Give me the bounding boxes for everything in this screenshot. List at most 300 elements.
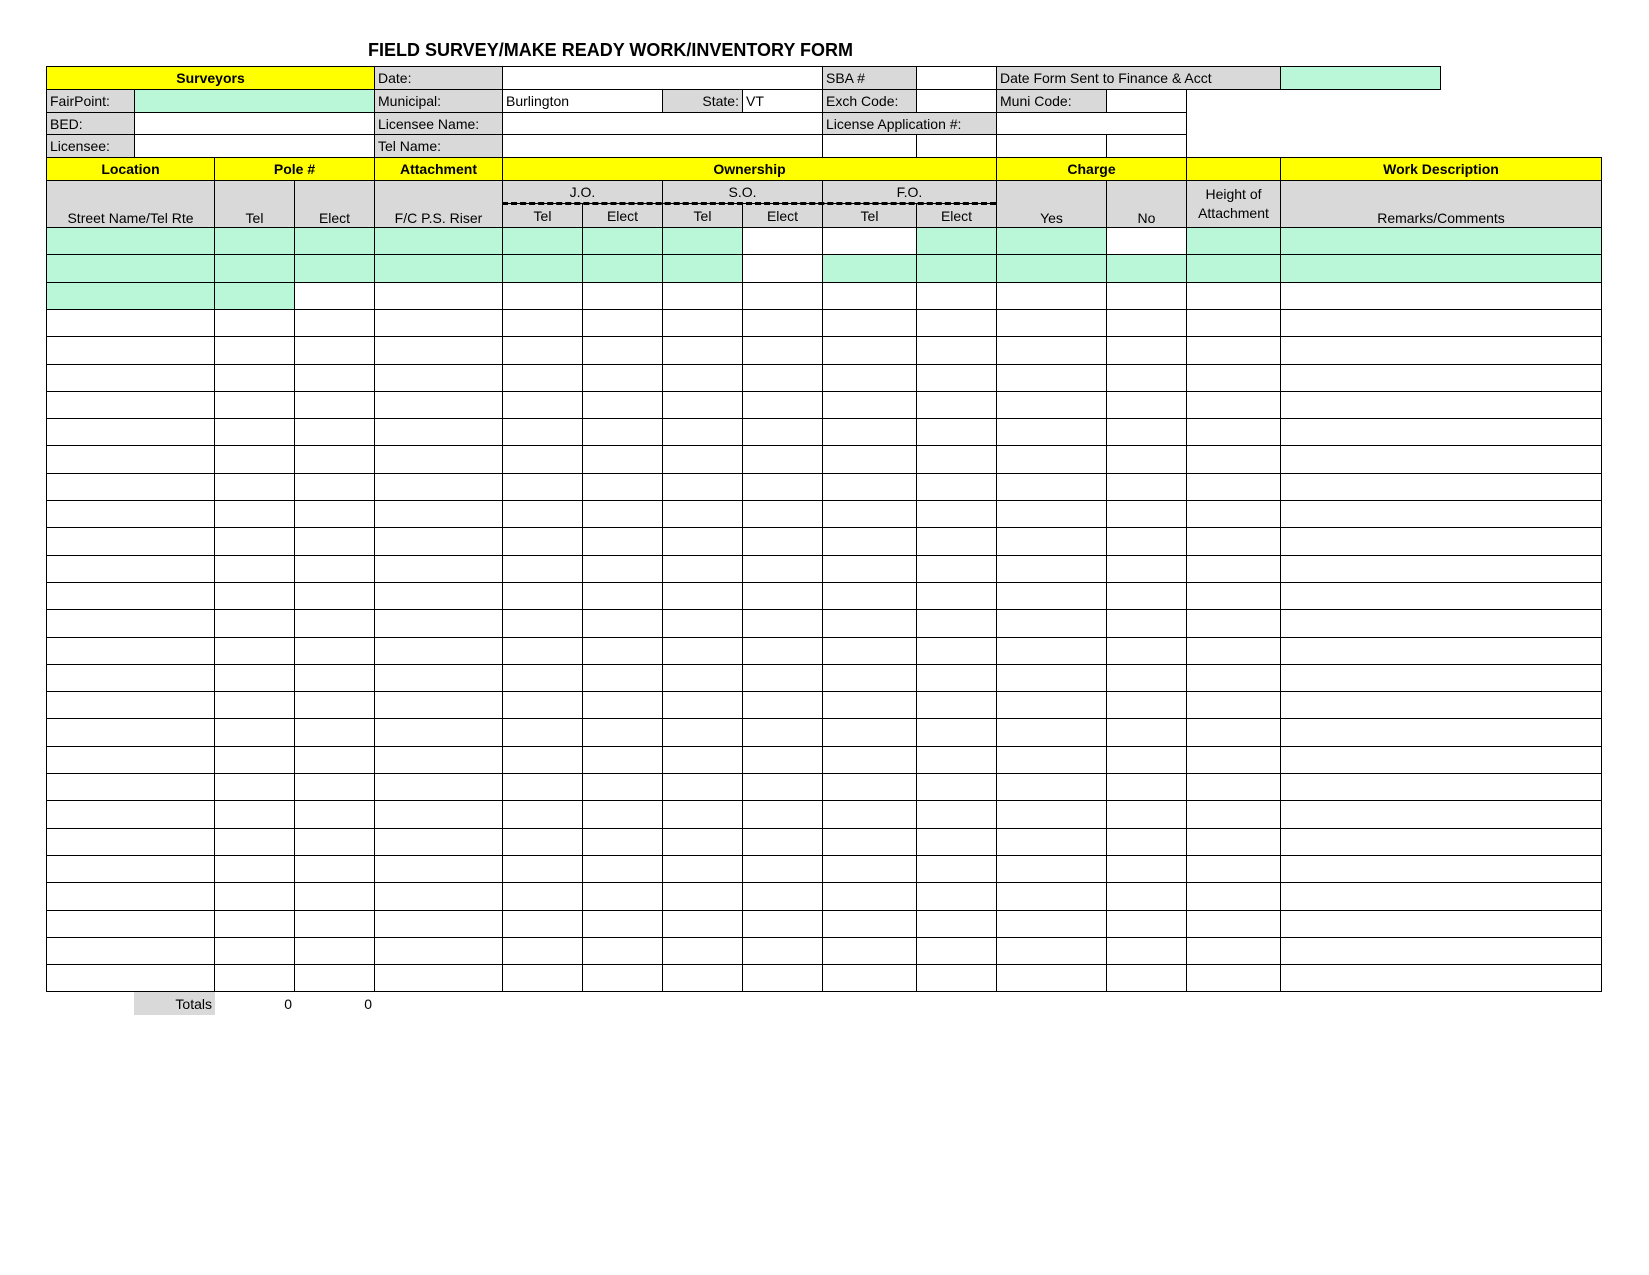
- table-cell-riser[interactable]: [374, 609, 503, 638]
- table-cell-fo-tel[interactable]: [822, 282, 917, 310]
- table-cell-remarks[interactable]: [1280, 391, 1602, 419]
- table-cell-charge-yes[interactable]: [996, 473, 1107, 501]
- table-cell-riser[interactable]: [374, 910, 503, 938]
- bed-field[interactable]: [134, 112, 375, 135]
- table-cell-fo-tel[interactable]: [822, 637, 917, 665]
- table-cell-pole-elect[interactable]: [294, 445, 375, 474]
- table-cell-pole-tel[interactable]: [214, 746, 295, 774]
- table-cell-remarks[interactable]: [1280, 855, 1602, 883]
- table-cell-height[interactable]: [1186, 500, 1281, 528]
- table-cell-remarks[interactable]: [1280, 637, 1602, 665]
- table-cell-riser[interactable]: [374, 227, 503, 255]
- table-cell-so-elect[interactable]: [742, 800, 823, 829]
- table-cell-street[interactable]: [46, 746, 215, 774]
- table-cell-charge-yes[interactable]: [996, 418, 1107, 446]
- table-cell-riser[interactable]: [374, 473, 503, 501]
- table-cell-pole-elect[interactable]: [294, 473, 375, 501]
- table-cell-so-tel[interactable]: [662, 637, 743, 665]
- table-cell-jo-elect[interactable]: [582, 691, 663, 719]
- table-cell-charge-yes[interactable]: [996, 555, 1107, 583]
- table-cell-pole-tel[interactable]: [214, 937, 295, 965]
- table-cell-height[interactable]: [1186, 473, 1281, 501]
- table-cell-remarks[interactable]: [1280, 746, 1602, 774]
- table-cell-fo-tel[interactable]: [822, 391, 917, 419]
- table-cell-charge-yes[interactable]: [996, 391, 1107, 419]
- table-cell-charge-yes[interactable]: [996, 718, 1107, 747]
- table-cell-pole-tel[interactable]: [214, 445, 295, 474]
- table-cell-charge-yes[interactable]: [996, 364, 1107, 392]
- table-cell-so-elect[interactable]: [742, 309, 823, 337]
- table-cell-jo-elect[interactable]: [582, 527, 663, 556]
- table-cell-fo-elect[interactable]: [916, 582, 997, 610]
- table-cell-pole-tel[interactable]: [214, 309, 295, 337]
- table-cell-remarks[interactable]: [1280, 555, 1602, 583]
- table-cell-height[interactable]: [1186, 828, 1281, 856]
- table-cell-fo-tel[interactable]: [822, 718, 917, 747]
- table-cell-charge-no[interactable]: [1106, 882, 1187, 911]
- table-cell-fo-tel[interactable]: [822, 500, 917, 528]
- licensee-field[interactable]: [134, 134, 375, 158]
- table-cell-charge-no[interactable]: [1106, 445, 1187, 474]
- table-cell-jo-elect[interactable]: [582, 609, 663, 638]
- table-cell-charge-no[interactable]: [1106, 910, 1187, 938]
- table-cell-jo-elect[interactable]: [582, 555, 663, 583]
- table-cell-pole-tel[interactable]: [214, 910, 295, 938]
- table-cell-riser[interactable]: [374, 254, 503, 283]
- table-cell-so-elect[interactable]: [742, 718, 823, 747]
- table-cell-so-tel[interactable]: [662, 691, 743, 719]
- table-cell-street[interactable]: [46, 391, 215, 419]
- table-cell-pole-tel[interactable]: [214, 882, 295, 911]
- table-cell-charge-no[interactable]: [1106, 500, 1187, 528]
- table-cell-jo-elect[interactable]: [582, 500, 663, 528]
- table-cell-street[interactable]: [46, 910, 215, 938]
- table-cell-charge-no[interactable]: [1106, 964, 1187, 992]
- table-cell-jo-tel[interactable]: [502, 227, 583, 255]
- table-cell-height[interactable]: [1186, 882, 1281, 911]
- table-cell-fo-elect[interactable]: [916, 637, 997, 665]
- table-cell-remarks[interactable]: [1280, 937, 1602, 965]
- table-cell-charge-yes[interactable]: [996, 500, 1107, 528]
- table-cell-riser[interactable]: [374, 418, 503, 446]
- table-cell-pole-tel[interactable]: [214, 691, 295, 719]
- table-cell-riser[interactable]: [374, 582, 503, 610]
- table-cell-jo-tel[interactable]: [502, 746, 583, 774]
- table-cell-pole-elect[interactable]: [294, 800, 375, 829]
- table-cell-so-tel[interactable]: [662, 555, 743, 583]
- table-cell-charge-yes[interactable]: [996, 691, 1107, 719]
- table-cell-charge-no[interactable]: [1106, 527, 1187, 556]
- table-cell-fo-tel[interactable]: [822, 527, 917, 556]
- blank-field-1[interactable]: [822, 134, 917, 158]
- table-cell-pole-tel[interactable]: [214, 637, 295, 665]
- sba-field[interactable]: [916, 66, 997, 90]
- table-cell-so-tel[interactable]: [662, 855, 743, 883]
- table-cell-so-tel[interactable]: [662, 418, 743, 446]
- tel-name-field[interactable]: [502, 134, 823, 158]
- table-cell-fo-tel[interactable]: [822, 855, 917, 883]
- table-cell-charge-yes[interactable]: [996, 964, 1107, 992]
- table-cell-height[interactable]: [1186, 582, 1281, 610]
- table-cell-fo-elect[interactable]: [916, 609, 997, 638]
- table-cell-pole-tel[interactable]: [214, 254, 295, 283]
- table-cell-height[interactable]: [1186, 391, 1281, 419]
- table-cell-fo-elect[interactable]: [916, 282, 997, 310]
- table-cell-charge-no[interactable]: [1106, 282, 1187, 310]
- table-cell-fo-tel[interactable]: [822, 473, 917, 501]
- table-cell-street[interactable]: [46, 309, 215, 337]
- table-cell-so-tel[interactable]: [662, 282, 743, 310]
- table-cell-riser[interactable]: [374, 664, 503, 692]
- table-cell-fo-tel[interactable]: [822, 336, 917, 365]
- table-cell-pole-tel[interactable]: [214, 473, 295, 501]
- table-cell-so-elect[interactable]: [742, 473, 823, 501]
- table-cell-pole-elect[interactable]: [294, 500, 375, 528]
- table-cell-remarks[interactable]: [1280, 473, 1602, 501]
- table-cell-so-elect[interactable]: [742, 773, 823, 801]
- table-cell-fo-elect[interactable]: [916, 309, 997, 337]
- table-cell-jo-tel[interactable]: [502, 964, 583, 992]
- table-cell-charge-yes[interactable]: [996, 746, 1107, 774]
- table-cell-jo-tel[interactable]: [502, 718, 583, 747]
- table-cell-pole-tel[interactable]: [214, 336, 295, 365]
- table-cell-jo-elect[interactable]: [582, 227, 663, 255]
- table-cell-height[interactable]: [1186, 937, 1281, 965]
- table-cell-jo-tel[interactable]: [502, 336, 583, 365]
- table-cell-so-tel[interactable]: [662, 391, 743, 419]
- table-cell-street[interactable]: [46, 254, 215, 283]
- table-cell-so-elect[interactable]: [742, 855, 823, 883]
- table-cell-height[interactable]: [1186, 555, 1281, 583]
- table-cell-fo-tel[interactable]: [822, 582, 917, 610]
- table-cell-so-tel[interactable]: [662, 582, 743, 610]
- table-cell-charge-yes[interactable]: [996, 445, 1107, 474]
- table-cell-charge-yes[interactable]: [996, 828, 1107, 856]
- table-cell-so-tel[interactable]: [662, 309, 743, 337]
- table-cell-riser[interactable]: [374, 500, 503, 528]
- table-cell-fo-elect[interactable]: [916, 391, 997, 419]
- licensee-name-field[interactable]: [502, 112, 823, 135]
- table-cell-fo-tel[interactable]: [822, 364, 917, 392]
- table-cell-riser[interactable]: [374, 937, 503, 965]
- table-cell-so-elect[interactable]: [742, 582, 823, 610]
- table-cell-so-elect[interactable]: [742, 964, 823, 992]
- table-cell-jo-elect[interactable]: [582, 855, 663, 883]
- table-cell-riser[interactable]: [374, 309, 503, 337]
- table-cell-pole-tel[interactable]: [214, 800, 295, 829]
- table-cell-so-elect[interactable]: [742, 500, 823, 528]
- table-cell-fo-tel[interactable]: [822, 418, 917, 446]
- table-cell-jo-tel[interactable]: [502, 828, 583, 856]
- table-cell-street[interactable]: [46, 282, 215, 310]
- table-cell-charge-no[interactable]: [1106, 227, 1187, 255]
- table-cell-fo-elect[interactable]: [916, 445, 997, 474]
- table-cell-pole-elect[interactable]: [294, 254, 375, 283]
- table-cell-pole-elect[interactable]: [294, 664, 375, 692]
- table-cell-height[interactable]: [1186, 609, 1281, 638]
- table-cell-street[interactable]: [46, 937, 215, 965]
- table-cell-charge-no[interactable]: [1106, 718, 1187, 747]
- table-cell-pole-elect[interactable]: [294, 418, 375, 446]
- table-cell-jo-elect[interactable]: [582, 937, 663, 965]
- table-cell-charge-no[interactable]: [1106, 773, 1187, 801]
- table-cell-jo-elect[interactable]: [582, 254, 663, 283]
- table-cell-so-elect[interactable]: [742, 418, 823, 446]
- table-cell-pole-tel[interactable]: [214, 227, 295, 255]
- table-cell-charge-yes[interactable]: [996, 309, 1107, 337]
- table-cell-jo-elect[interactable]: [582, 391, 663, 419]
- table-cell-fo-elect[interactable]: [916, 555, 997, 583]
- table-cell-charge-yes[interactable]: [996, 937, 1107, 965]
- table-cell-street[interactable]: [46, 555, 215, 583]
- table-cell-jo-tel[interactable]: [502, 500, 583, 528]
- table-cell-pole-elect[interactable]: [294, 637, 375, 665]
- table-cell-so-tel[interactable]: [662, 527, 743, 556]
- table-cell-remarks[interactable]: [1280, 882, 1602, 911]
- table-cell-riser[interactable]: [374, 882, 503, 911]
- table-cell-riser[interactable]: [374, 364, 503, 392]
- table-cell-charge-yes[interactable]: [996, 254, 1107, 283]
- table-cell-pole-tel[interactable]: [214, 855, 295, 883]
- table-cell-jo-tel[interactable]: [502, 391, 583, 419]
- table-cell-height[interactable]: [1186, 800, 1281, 829]
- date-sent-field[interactable]: [1280, 66, 1441, 90]
- table-cell-so-elect[interactable]: [742, 227, 823, 255]
- table-cell-street[interactable]: [46, 500, 215, 528]
- table-cell-remarks[interactable]: [1280, 364, 1602, 392]
- table-cell-so-elect[interactable]: [742, 282, 823, 310]
- table-cell-street[interactable]: [46, 664, 215, 692]
- table-cell-height[interactable]: [1186, 773, 1281, 801]
- date-field[interactable]: [502, 66, 823, 90]
- table-cell-so-tel[interactable]: [662, 609, 743, 638]
- blank-field-2[interactable]: [916, 134, 997, 158]
- table-cell-pole-elect[interactable]: [294, 773, 375, 801]
- table-cell-pole-elect[interactable]: [294, 910, 375, 938]
- table-cell-fo-elect[interactable]: [916, 227, 997, 255]
- table-cell-street[interactable]: [46, 773, 215, 801]
- table-cell-so-tel[interactable]: [662, 910, 743, 938]
- table-cell-fo-elect[interactable]: [916, 691, 997, 719]
- table-cell-charge-no[interactable]: [1106, 637, 1187, 665]
- table-cell-charge-no[interactable]: [1106, 555, 1187, 583]
- table-cell-jo-elect[interactable]: [582, 718, 663, 747]
- municipal-field[interactable]: Burlington: [502, 89, 663, 113]
- table-cell-pole-tel[interactable]: [214, 500, 295, 528]
- table-cell-so-tel[interactable]: [662, 227, 743, 255]
- table-cell-riser[interactable]: [374, 691, 503, 719]
- table-cell-pole-elect[interactable]: [294, 746, 375, 774]
- table-cell-fo-tel[interactable]: [822, 882, 917, 911]
- table-cell-so-tel[interactable]: [662, 445, 743, 474]
- table-cell-jo-tel[interactable]: [502, 882, 583, 911]
- table-cell-so-elect[interactable]: [742, 691, 823, 719]
- table-cell-remarks[interactable]: [1280, 309, 1602, 337]
- table-cell-height[interactable]: [1186, 746, 1281, 774]
- table-cell-so-elect[interactable]: [742, 555, 823, 583]
- table-cell-jo-tel[interactable]: [502, 637, 583, 665]
- fairpoint-field[interactable]: [134, 89, 375, 113]
- table-cell-so-tel[interactable]: [662, 937, 743, 965]
- table-cell-pole-elect[interactable]: [294, 527, 375, 556]
- table-cell-height[interactable]: [1186, 254, 1281, 283]
- table-cell-street[interactable]: [46, 227, 215, 255]
- table-cell-riser[interactable]: [374, 445, 503, 474]
- table-cell-so-tel[interactable]: [662, 336, 743, 365]
- table-cell-fo-tel[interactable]: [822, 800, 917, 829]
- table-cell-pole-elect[interactable]: [294, 855, 375, 883]
- table-cell-riser[interactable]: [374, 637, 503, 665]
- table-cell-charge-no[interactable]: [1106, 254, 1187, 283]
- table-cell-so-tel[interactable]: [662, 500, 743, 528]
- table-cell-jo-elect[interactable]: [582, 800, 663, 829]
- table-cell-so-elect[interactable]: [742, 527, 823, 556]
- table-cell-fo-elect[interactable]: [916, 718, 997, 747]
- table-cell-jo-tel[interactable]: [502, 582, 583, 610]
- muni-code-field[interactable]: [1106, 89, 1187, 113]
- table-cell-street[interactable]: [46, 364, 215, 392]
- table-cell-so-tel[interactable]: [662, 828, 743, 856]
- table-cell-pole-tel[interactable]: [214, 582, 295, 610]
- table-cell-remarks[interactable]: [1280, 800, 1602, 829]
- table-cell-charge-yes[interactable]: [996, 637, 1107, 665]
- license-application-field[interactable]: [996, 112, 1187, 135]
- table-cell-street[interactable]: [46, 718, 215, 747]
- table-cell-remarks[interactable]: [1280, 964, 1602, 992]
- table-cell-charge-no[interactable]: [1106, 418, 1187, 446]
- table-cell-fo-tel[interactable]: [822, 609, 917, 638]
- table-cell-charge-yes[interactable]: [996, 527, 1107, 556]
- table-cell-jo-elect[interactable]: [582, 418, 663, 446]
- table-cell-charge-yes[interactable]: [996, 910, 1107, 938]
- table-cell-fo-elect[interactable]: [916, 664, 997, 692]
- table-cell-remarks[interactable]: [1280, 282, 1602, 310]
- table-cell-riser[interactable]: [374, 855, 503, 883]
- table-cell-so-elect[interactable]: [742, 609, 823, 638]
- table-cell-jo-tel[interactable]: [502, 445, 583, 474]
- table-cell-remarks[interactable]: [1280, 336, 1602, 365]
- table-cell-height[interactable]: [1186, 718, 1281, 747]
- table-cell-so-tel[interactable]: [662, 800, 743, 829]
- table-cell-jo-elect[interactable]: [582, 473, 663, 501]
- table-cell-fo-tel[interactable]: [822, 937, 917, 965]
- table-cell-fo-elect[interactable]: [916, 937, 997, 965]
- table-cell-street[interactable]: [46, 828, 215, 856]
- table-cell-fo-elect[interactable]: [916, 254, 997, 283]
- table-cell-jo-elect[interactable]: [582, 910, 663, 938]
- table-cell-height[interactable]: [1186, 445, 1281, 474]
- table-cell-so-tel[interactable]: [662, 718, 743, 747]
- table-cell-riser[interactable]: [374, 800, 503, 829]
- table-cell-height[interactable]: [1186, 855, 1281, 883]
- table-cell-jo-elect[interactable]: [582, 582, 663, 610]
- table-cell-charge-no[interactable]: [1106, 309, 1187, 337]
- table-cell-riser[interactable]: [374, 773, 503, 801]
- table-cell-charge-yes[interactable]: [996, 664, 1107, 692]
- table-cell-fo-tel[interactable]: [822, 746, 917, 774]
- table-cell-pole-tel[interactable]: [214, 527, 295, 556]
- table-cell-jo-elect[interactable]: [582, 964, 663, 992]
- blank-field-4[interactable]: [1106, 134, 1187, 158]
- table-cell-remarks[interactable]: [1280, 227, 1602, 255]
- table-cell-charge-yes[interactable]: [996, 855, 1107, 883]
- table-cell-fo-elect[interactable]: [916, 746, 997, 774]
- table-cell-remarks[interactable]: [1280, 254, 1602, 283]
- table-cell-fo-elect[interactable]: [916, 473, 997, 501]
- table-cell-street[interactable]: [46, 691, 215, 719]
- table-cell-pole-tel[interactable]: [214, 282, 295, 310]
- table-cell-pole-elect[interactable]: [294, 227, 375, 255]
- table-cell-jo-tel[interactable]: [502, 473, 583, 501]
- table-cell-fo-elect[interactable]: [916, 418, 997, 446]
- table-cell-pole-tel[interactable]: [214, 555, 295, 583]
- table-cell-height[interactable]: [1186, 418, 1281, 446]
- table-cell-charge-yes[interactable]: [996, 227, 1107, 255]
- table-cell-jo-elect[interactable]: [582, 336, 663, 365]
- table-cell-fo-tel[interactable]: [822, 964, 917, 992]
- table-cell-charge-no[interactable]: [1106, 609, 1187, 638]
- table-cell-charge-yes[interactable]: [996, 800, 1107, 829]
- table-cell-so-elect[interactable]: [742, 664, 823, 692]
- table-cell-so-elect[interactable]: [742, 937, 823, 965]
- table-cell-charge-no[interactable]: [1106, 937, 1187, 965]
- table-cell-riser[interactable]: [374, 336, 503, 365]
- table-cell-jo-tel[interactable]: [502, 309, 583, 337]
- table-cell-riser[interactable]: [374, 828, 503, 856]
- table-cell-riser[interactable]: [374, 555, 503, 583]
- table-cell-remarks[interactable]: [1280, 609, 1602, 638]
- table-cell-remarks[interactable]: [1280, 500, 1602, 528]
- table-cell-remarks[interactable]: [1280, 418, 1602, 446]
- table-cell-jo-elect[interactable]: [582, 882, 663, 911]
- table-cell-fo-elect[interactable]: [916, 910, 997, 938]
- table-cell-street[interactable]: [46, 473, 215, 501]
- table-cell-charge-yes[interactable]: [996, 609, 1107, 638]
- table-cell-jo-tel[interactable]: [502, 609, 583, 638]
- table-cell-jo-tel[interactable]: [502, 364, 583, 392]
- table-cell-fo-tel[interactable]: [822, 828, 917, 856]
- table-cell-fo-tel[interactable]: [822, 309, 917, 337]
- table-cell-remarks[interactable]: [1280, 828, 1602, 856]
- table-cell-fo-tel[interactable]: [822, 664, 917, 692]
- table-cell-pole-elect[interactable]: [294, 882, 375, 911]
- table-cell-street[interactable]: [46, 527, 215, 556]
- table-cell-jo-tel[interactable]: [502, 418, 583, 446]
- table-cell-pole-elect[interactable]: [294, 555, 375, 583]
- exch-code-field[interactable]: [916, 89, 997, 113]
- table-cell-jo-tel[interactable]: [502, 664, 583, 692]
- table-cell-jo-tel[interactable]: [502, 527, 583, 556]
- table-cell-pole-tel[interactable]: [214, 718, 295, 747]
- table-cell-street[interactable]: [46, 800, 215, 829]
- table-cell-height[interactable]: [1186, 227, 1281, 255]
- table-cell-riser[interactable]: [374, 746, 503, 774]
- table-cell-fo-tel[interactable]: [822, 254, 917, 283]
- table-cell-fo-elect[interactable]: [916, 336, 997, 365]
- table-cell-so-tel[interactable]: [662, 746, 743, 774]
- table-cell-so-elect[interactable]: [742, 445, 823, 474]
- table-cell-fo-elect[interactable]: [916, 773, 997, 801]
- table-cell-jo-tel[interactable]: [502, 773, 583, 801]
- table-cell-remarks[interactable]: [1280, 527, 1602, 556]
- table-cell-fo-elect[interactable]: [916, 527, 997, 556]
- table-cell-charge-yes[interactable]: [996, 336, 1107, 365]
- table-cell-street[interactable]: [46, 882, 215, 911]
- table-cell-height[interactable]: [1186, 364, 1281, 392]
- table-cell-pole-elect[interactable]: [294, 609, 375, 638]
- table-cell-pole-elect[interactable]: [294, 718, 375, 747]
- table-cell-fo-tel[interactable]: [822, 691, 917, 719]
